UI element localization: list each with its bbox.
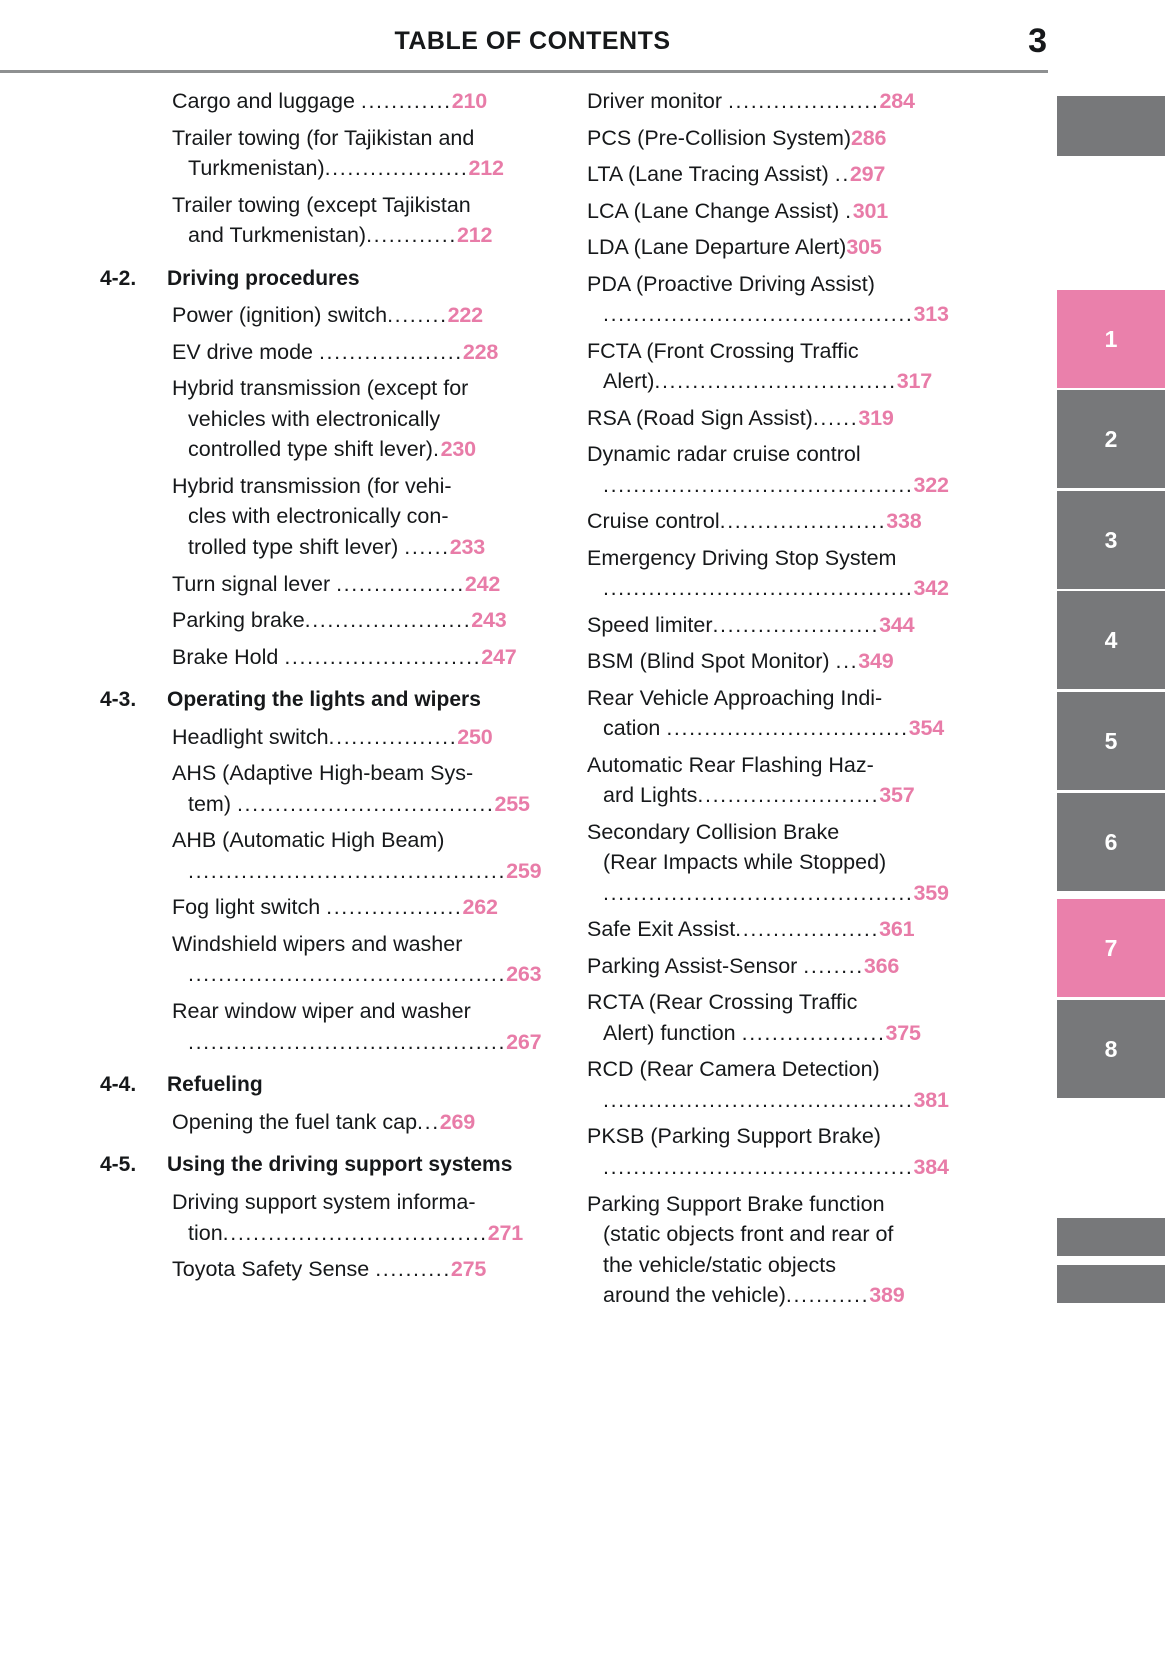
toc-leader-dots: ......................................... <box>603 1087 914 1112</box>
toc-entry-label: Rear window wiper and washer <box>172 999 471 1023</box>
toc-leader-dots: ......................................... <box>603 472 914 497</box>
toc-entry-label: Hybrid transmission (except for <box>172 376 469 401</box>
toc-entry-line <box>172 501 555 532</box>
toc-leader-dots: ........................ <box>697 783 880 808</box>
toc-entry[interactable] <box>100 825 555 886</box>
toc-page-number[interactable]: 233 <box>449 535 486 559</box>
toc-entry-line <box>587 336 993 367</box>
toc-entry-label: cles with electronically con- <box>188 504 449 529</box>
chapter-tab-blank[interactable] <box>1057 96 1165 156</box>
toc-section-heading <box>100 1150 555 1180</box>
toc-page-number[interactable]: 349 <box>858 649 894 674</box>
toc-entry-label: AHS (Adaptive High-beam Sys- <box>172 761 474 786</box>
toc-leader-dots: ...... <box>404 535 450 559</box>
toc-entry-label: LDA (Lane Departure Alert) <box>587 235 847 260</box>
chapter-tab-6[interactable]: 6 <box>1057 793 1165 891</box>
toc-leader-dots: ......................................... <box>603 576 914 601</box>
toc-entry[interactable] <box>573 683 993 744</box>
toc-entry[interactable] <box>573 543 993 604</box>
toc-entry-line <box>587 470 993 501</box>
toc-entry-label: RCD (Rear Camera Detection) <box>587 1057 880 1082</box>
toc-entry-label: AHB (Automatic High Beam) <box>172 828 445 853</box>
toc-entry-label: Alert) function <box>603 1020 742 1045</box>
toc-entry[interactable] <box>100 373 555 465</box>
toc-entry-label: around the vehicle) <box>603 1283 786 1308</box>
toc-entry-label: and Turkmenistan) <box>188 223 367 248</box>
toc-page-number[interactable]: 271 <box>487 1220 524 1245</box>
toc-page-number[interactable]: 375 <box>885 1020 921 1045</box>
toc-entry-line <box>587 366 993 397</box>
toc-leader-dots: .......... <box>375 1257 451 1282</box>
toc-page-number[interactable]: 263 <box>506 962 542 987</box>
toc-leader-dots: . <box>432 437 441 462</box>
toc-leader-dots: ................... <box>735 917 880 942</box>
toc-entry-line <box>587 683 993 714</box>
toc-leader-dots: ......................................... <box>603 1154 914 1179</box>
toc-entry-line <box>172 220 555 251</box>
chapter-tab-blank[interactable] <box>1057 1218 1165 1256</box>
header-divider <box>0 70 1048 73</box>
toc-entry[interactable] <box>573 610 993 641</box>
toc-columns <box>0 86 1030 1317</box>
section-number: 4-3. <box>100 688 137 712</box>
toc-entry[interactable] <box>100 337 555 368</box>
toc-leader-dots: ................. <box>336 571 465 596</box>
toc-entry-line <box>172 605 555 636</box>
toc-entry[interactable] <box>573 403 993 434</box>
toc-entry[interactable] <box>100 758 555 819</box>
page-header <box>0 0 1165 72</box>
toc-entry-line <box>587 646 993 677</box>
toc-entry[interactable] <box>100 569 555 600</box>
toc-leader-dots: ........ <box>803 953 864 978</box>
toc-entry[interactable] <box>573 269 993 330</box>
toc-entry-line <box>587 817 993 848</box>
toc-entry-line <box>172 569 555 600</box>
toc-entry-label: Alert) <box>603 369 655 394</box>
toc-page-number[interactable]: 354 <box>908 716 944 741</box>
toc-leader-dots: ................. <box>328 724 458 749</box>
toc-entry-label: the vehicle/static objects <box>603 1252 837 1277</box>
toc-entry-label: Trailer towing (except Tajikistan <box>172 192 471 217</box>
toc-entry[interactable] <box>573 439 993 500</box>
toc-entry-label: LCA (Lane Change Assist) <box>587 198 846 223</box>
toc-entry-line <box>172 825 555 856</box>
chapter-tab-strip <box>1048 0 1165 1653</box>
chapter-tab-7[interactable]: 7 <box>1057 899 1165 997</box>
toc-entry-line <box>172 1218 555 1249</box>
toc-entry-label: trolled type shift lever) <box>188 535 405 559</box>
section-title: Driving procedures <box>167 266 360 290</box>
toc-entry-label: Speed limiter <box>587 612 713 637</box>
toc-entry[interactable] <box>573 1121 993 1182</box>
section-number: 4-4. <box>100 1073 137 1097</box>
toc-entry-label: LTA (Lane Tracing Assist) <box>587 162 835 187</box>
toc-entry-label: Emergency Driving Stop System <box>587 545 897 570</box>
toc-entry-line <box>587 1280 993 1311</box>
toc-page-number[interactable]: 338 <box>886 509 922 534</box>
toc-leader-dots: ................................ <box>654 369 897 394</box>
toc-page-number[interactable]: 286 <box>851 125 887 150</box>
chapter-tab-3[interactable]: 3 <box>1057 491 1165 589</box>
toc-leader-dots: .......................................... <box>188 962 507 987</box>
chapter-tab-blank[interactable] <box>1057 1265 1165 1303</box>
toc-entry-line <box>172 1254 555 1285</box>
toc-page-number[interactable]: 313 <box>913 302 949 327</box>
toc-column-right <box>573 86 993 1317</box>
toc-entry-line <box>587 403 993 434</box>
toc-page-number[interactable]: 344 <box>879 612 915 637</box>
toc-entry-label: controlled type shift lever) <box>188 437 433 462</box>
toc-entry-line <box>587 1121 993 1152</box>
toc-entry-label: Rear Vehicle Approaching Indi- <box>587 685 883 710</box>
toc-entry-label: RCTA (Rear Crossing Traffic <box>587 990 858 1015</box>
toc-entry-label: Automatic Rear Flashing Haz- <box>587 752 874 777</box>
toc-entry-label: PDA (Proactive Driving Assist) <box>587 271 875 296</box>
toc-leader-dots: .................. <box>326 895 463 920</box>
toc-entry-line <box>587 610 993 641</box>
toc-page-number[interactable]: 357 <box>879 783 915 808</box>
toc-entry-line <box>587 573 993 604</box>
toc-entry-line <box>172 789 555 820</box>
toc-page-number[interactable]: 305 <box>846 235 882 260</box>
toc-leader-dots: ......................................... <box>603 302 914 327</box>
toc-entry-line <box>172 856 555 887</box>
toc-page-number[interactable]: 210 <box>451 89 488 113</box>
toc-entry[interactable] <box>100 123 555 184</box>
toc-entry-label: Fog light switch <box>172 895 327 920</box>
toc-leader-dots: .. <box>834 162 850 187</box>
toc-entry-line <box>587 543 993 574</box>
toc-leader-dots: .................... <box>727 89 880 113</box>
toc-entry[interactable] <box>573 646 993 677</box>
toc-section-heading <box>100 1070 555 1100</box>
toc-entry-label: BSM (Blind Spot Monitor) <box>587 649 836 674</box>
toc-page-number[interactable]: 275 <box>450 1257 487 1282</box>
toc-page-number[interactable]: 222 <box>447 303 483 328</box>
toc-page-number[interactable]: 242 <box>464 571 501 596</box>
toc-entry-line <box>172 471 555 502</box>
toc-entry-label: ard Lights <box>603 783 698 808</box>
toc-leader-dots: ................... <box>741 1020 886 1045</box>
toc-leader-dots: ........ <box>387 303 448 328</box>
toc-entry-line <box>587 713 993 744</box>
toc-entry[interactable] <box>573 914 993 945</box>
toc-entry-line <box>587 123 993 154</box>
toc-page-number[interactable]: 247 <box>481 644 517 669</box>
toc-entry-line <box>587 1054 993 1085</box>
toc-leader-dots: ...... <box>812 405 859 430</box>
section-title: Operating the lights and wipers <box>167 688 481 712</box>
toc-entry-label: (Rear Impacts while Stopped) <box>603 850 887 875</box>
toc-entry-label: Parking brake <box>172 608 305 633</box>
toc-entry[interactable] <box>573 196 993 227</box>
toc-entry-line <box>587 1018 993 1049</box>
toc-entry-line <box>587 196 993 227</box>
chapter-tab-8[interactable]: 8 <box>1057 1000 1165 1098</box>
toc-entry-line <box>172 929 555 960</box>
toc-entry-line <box>587 878 993 909</box>
toc-entry[interactable] <box>100 1254 555 1285</box>
toc-entry-line <box>587 951 993 982</box>
toc-entry[interactable] <box>573 987 993 1048</box>
toc-entry[interactable] <box>573 1189 993 1311</box>
toc-entry-line <box>587 987 993 1018</box>
toc-entry-line <box>587 159 993 190</box>
toc-page-number[interactable]: 381 <box>913 1087 949 1112</box>
toc-entry-label: Parking Assist-Sensor <box>587 953 804 978</box>
toc-page-number[interactable]: 322 <box>913 472 949 497</box>
toc-entry-line <box>587 506 993 537</box>
toc-page-number[interactable]: 317 <box>896 369 933 394</box>
page-title: TABLE OF CONTENTS <box>394 27 671 55</box>
toc-leader-dots: . <box>845 198 853 223</box>
toc-entry-line <box>172 1027 555 1058</box>
section-title: Refueling <box>167 1073 263 1097</box>
toc-entry-line <box>172 1107 555 1138</box>
toc-entry-line <box>172 153 555 184</box>
toc-entry-line <box>172 532 555 563</box>
toc-section-heading <box>100 685 555 715</box>
toc-entry-line <box>172 404 555 435</box>
toc-entry-line <box>587 86 993 117</box>
toc-entry-line <box>172 373 555 404</box>
toc-entry-label: Power (ignition) switch <box>172 303 388 328</box>
toc-leader-dots: ............ <box>366 223 457 248</box>
toc-entry-label: Turn signal lever <box>172 571 337 596</box>
toc-leader-dots: ......................................... <box>603 880 914 905</box>
toc-entry-line <box>172 758 555 789</box>
toc-entry[interactable] <box>573 951 993 982</box>
toc-entry[interactable] <box>100 642 555 673</box>
toc-leader-dots: ........... <box>785 1283 870 1308</box>
toc-entry-label: Cruise control <box>587 509 720 534</box>
toc-page-number[interactable]: 250 <box>457 724 493 749</box>
toc-entry[interactable] <box>100 1107 555 1138</box>
toc-column-left <box>100 86 555 1317</box>
toc-entry-label: vehicles with electronically <box>188 406 441 431</box>
toc-leader-dots: ................................ <box>666 716 909 741</box>
toc-entry[interactable] <box>573 86 993 117</box>
toc-leader-dots: ... <box>417 1109 440 1134</box>
toc-entry-label: (static objects front and rear of <box>603 1222 894 1247</box>
toc-leader-dots: ................... <box>318 339 463 364</box>
toc-entry-label: Driving support system informa- <box>172 1190 476 1215</box>
toc-entry-line <box>172 337 555 368</box>
toc-entry-line <box>587 1189 993 1220</box>
toc-entry-label: tem) <box>188 791 237 816</box>
toc-entry-line <box>172 190 555 221</box>
toc-entry[interactable] <box>100 86 555 117</box>
toc-entry-label: Trailer towing (for Tajikistan and <box>172 125 475 150</box>
toc-entry-label: EV drive mode <box>172 339 319 364</box>
toc-page-number[interactable]: 230 <box>440 437 476 462</box>
toc-entry[interactable] <box>100 605 555 636</box>
chapter-tab-2[interactable]: 2 <box>1057 390 1165 488</box>
toc-page-number[interactable]: 297 <box>849 162 886 187</box>
toc-entry-line <box>587 299 993 330</box>
toc-entry-line <box>587 232 993 263</box>
toc-entry-line <box>587 780 993 811</box>
toc-entry-line <box>172 1187 555 1218</box>
section-number: 4-5. <box>100 1153 137 1177</box>
section-number: 4-2. <box>100 266 137 290</box>
toc-entry[interactable] <box>100 190 555 251</box>
toc-entry-label: Secondary Collision Brake <box>587 819 840 844</box>
toc-entry-line <box>587 1085 993 1116</box>
toc-entry[interactable] <box>100 300 555 331</box>
section-title: Using the driving support systems <box>167 1153 513 1177</box>
toc-entry-label: Dynamic radar cruise control <box>587 442 861 467</box>
toc-entry[interactable] <box>573 506 993 537</box>
toc-page-number[interactable]: 319 <box>858 405 894 430</box>
toc-entry-label: tion <box>188 1220 223 1245</box>
toc-entry-line <box>172 86 555 117</box>
toc-page-number[interactable]: 255 <box>494 791 530 816</box>
toc-entry[interactable] <box>100 929 555 990</box>
toc-section-heading <box>100 264 555 294</box>
toc-entry[interactable] <box>100 996 555 1057</box>
toc-entry[interactable] <box>100 892 555 923</box>
toc-entry-label: Cargo and luggage <box>172 89 361 113</box>
toc-entry-label: Safe Exit Assist <box>587 917 736 942</box>
toc-entry-line <box>172 300 555 331</box>
toc-page-number[interactable]: 359 <box>913 880 949 905</box>
toc-entry[interactable] <box>573 817 993 909</box>
toc-entry-line <box>587 750 993 781</box>
toc-page-number[interactable]: 212 <box>456 223 493 248</box>
toc-page-number[interactable]: 262 <box>462 895 498 920</box>
toc-entry[interactable] <box>573 123 993 154</box>
toc-entry[interactable] <box>100 722 555 753</box>
toc-entry-line <box>587 1250 993 1281</box>
toc-page-number[interactable]: 361 <box>879 917 915 942</box>
toc-entry-line <box>172 892 555 923</box>
toc-entry[interactable] <box>573 336 993 397</box>
chapter-tab-1[interactable]: 1 <box>1057 290 1165 388</box>
toc-leader-dots: .......................................... <box>188 1029 507 1054</box>
toc-page-number[interactable]: 267 <box>506 1029 542 1054</box>
toc-page-number[interactable]: 301 <box>852 198 889 223</box>
toc-page-number[interactable]: 212 <box>468 156 504 181</box>
toc-entry-line <box>587 1219 993 1250</box>
toc-entry-line <box>587 1152 993 1183</box>
toc-entry[interactable] <box>573 1054 993 1115</box>
toc-entry-line <box>172 959 555 990</box>
toc-leader-dots: ...................... <box>304 608 472 633</box>
toc-leader-dots: .......................................... <box>188 858 507 883</box>
toc-entry-label: Windshield wipers and washer <box>172 931 463 956</box>
toc-entry-line <box>587 914 993 945</box>
toc-entry-label: Parking Support Brake function <box>587 1191 885 1216</box>
toc-entry[interactable] <box>100 471 555 563</box>
toc-entry[interactable] <box>573 159 993 190</box>
toc-entry-line <box>587 847 993 878</box>
toc-leader-dots: ... <box>835 649 859 674</box>
toc-page-number[interactable]: 389 <box>869 1283 905 1308</box>
toc-entry-label: Brake Hold <box>172 644 285 669</box>
toc-entry-label: PCS (Pre-Collision System) <box>587 125 852 150</box>
toc-leader-dots: .......................... <box>284 644 482 669</box>
toc-leader-dots: .................................. <box>236 791 495 816</box>
chapter-tab-4[interactable]: 4 <box>1057 591 1165 689</box>
toc-entry-line <box>587 269 993 300</box>
toc-entry-line <box>172 996 555 1027</box>
toc-entry-label: Opening the fuel tank cap <box>172 1109 418 1134</box>
toc-leader-dots: ................................... <box>222 1220 488 1245</box>
toc-page-number[interactable]: 228 <box>462 339 499 364</box>
toc-entry[interactable] <box>573 232 993 263</box>
toc-page-number[interactable]: 384 <box>913 1154 949 1179</box>
toc-entry-label: Toyota Safety Sense <box>172 1257 376 1282</box>
toc-entry-label: Hybrid transmission (for vehi- <box>172 473 452 498</box>
toc-entry-label: cation <box>603 716 667 741</box>
toc-page-number[interactable]: 366 <box>863 953 900 978</box>
toc-entry-label: RSA (Road Sign Assist) <box>587 405 813 430</box>
toc-page-number[interactable]: 243 <box>471 608 507 633</box>
toc-entry[interactable] <box>100 1187 555 1248</box>
toc-page-number[interactable]: 342 <box>913 576 949 601</box>
toc-entry-label: Driver monitor <box>587 89 728 113</box>
page-number: 3 <box>1028 22 1047 60</box>
toc-entry-line <box>172 434 555 465</box>
toc-entry-line <box>172 642 555 673</box>
toc-entry-label: Turkmenistan) <box>188 156 325 181</box>
toc-leader-dots: ................... <box>324 156 469 181</box>
toc-entry-label: PKSB (Parking Support Brake) <box>587 1124 881 1149</box>
toc-page-number[interactable]: 269 <box>439 1109 476 1134</box>
toc-page-number[interactable]: 284 <box>879 89 915 113</box>
toc-entry-label: Headlight switch <box>172 724 329 749</box>
toc-leader-dots: ............ <box>360 89 452 113</box>
toc-leader-dots: ...................... <box>719 509 887 534</box>
toc-leader-dots: ...................... <box>712 612 880 637</box>
toc-entry-line <box>172 722 555 753</box>
toc-entry-line <box>172 123 555 154</box>
toc-entry-line <box>587 439 993 470</box>
chapter-tab-5[interactable]: 5 <box>1057 692 1165 790</box>
toc-entry-label: FCTA (Front Crossing Traffic <box>587 338 859 363</box>
toc-entry[interactable] <box>573 750 993 811</box>
toc-page-number[interactable]: 259 <box>506 858 542 883</box>
